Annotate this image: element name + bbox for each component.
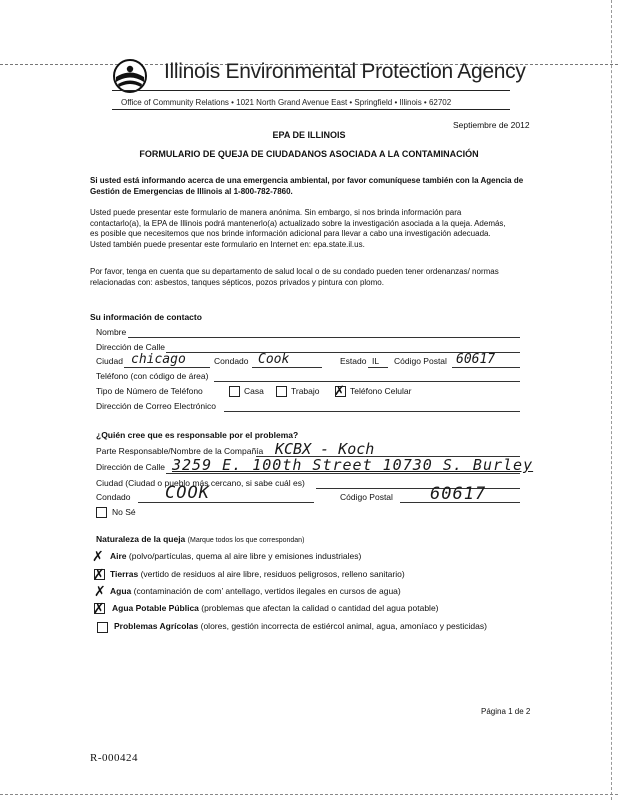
nombre-field[interactable] [128, 337, 520, 338]
agricolas-option[interactable] [114, 621, 487, 631]
email-field[interactable] [224, 411, 520, 412]
condado-responsable-value: COOK [165, 483, 210, 503]
bates-number: R-000424 [90, 752, 138, 764]
condado-label: Condado [214, 356, 249, 366]
nature-heading-text: Naturaleza de la queja [96, 534, 186, 544]
tierras-desc: (vertido de residuos al aire libre, residuos peligrosos, relleno sanitario) [140, 569, 405, 579]
agua-potable-option[interactable] [112, 603, 439, 613]
cp-responsable-value: 60617 [430, 484, 487, 504]
direccion-label: Dirección de Calle [96, 342, 165, 352]
page-number: Página 1 de 2 [481, 707, 531, 716]
cp-value: 60617 [456, 352, 496, 367]
aire-check-mark: ✗ [92, 548, 104, 564]
aire-label: Aire [110, 551, 127, 561]
agua-check-mark: ✗ [94, 583, 106, 599]
tierras-check-mark: ✗ [93, 566, 105, 582]
ciudad-field[interactable] [124, 367, 210, 368]
casa-label: Casa [244, 386, 264, 396]
tipo-telefono-label: Tipo de Número de Teléfono [96, 386, 203, 396]
tierras-label: Tierras [110, 569, 139, 579]
responsible-question: ¿Quién cree que es responsable por el problema? [96, 430, 299, 440]
form-agency-heading: EPA DE ILLINOIS [272, 130, 346, 140]
email-label: Dirección de Correo Electrónico [96, 401, 216, 411]
celular-label: Teléfono Celular [350, 386, 412, 396]
nombre-label: Nombre [96, 327, 127, 337]
agua-option[interactable] [110, 586, 401, 596]
ciudad-responsable-label: Ciudad (Ciudad o pueblo más cercano, si sabe cuál es) [96, 478, 305, 488]
address-rule [112, 109, 510, 110]
agency-address: Office of Community Relations • 1021 North Grand Avenue East • Springfield • Illinois • 62702 [121, 98, 452, 107]
trabajo-label: Trabajo [291, 386, 320, 396]
ciudad-label: Ciudad [96, 356, 123, 366]
condado-field[interactable] [252, 367, 322, 368]
agua-potable-check-mark: ✗ [93, 600, 105, 616]
agua-label: Agua [110, 586, 132, 596]
parte-value: KCBX - Koch [275, 440, 375, 458]
estado-value: IL [372, 356, 380, 366]
condado-value: Cook [258, 352, 290, 367]
form-date: Septiembre de 2012 [453, 120, 530, 130]
telefono-label: Teléfono (con código de área) [96, 371, 209, 381]
cp-responsable-label: Código Postal [340, 492, 393, 502]
tierras-option[interactable] [110, 569, 405, 579]
local-health-paragraph: Por favor, tenga en cuenta que su departamento de salud local o de su condado pueden tener ordenanzas/ normas relacionadas con: asbestos, tanques sépticos, pozos privados y pintura con plomo. [90, 267, 499, 287]
agua-potable-label: Agua Potable Pública [112, 603, 199, 613]
ciudad-value: chicago [131, 352, 186, 367]
agua-desc: (contaminación de com’ antellago, vertidos ilegales en cursos de agua) [133, 586, 401, 596]
scan-border-right [611, 0, 612, 800]
nature-heading [96, 534, 304, 544]
direccion-responsable-label: Dirección de Calle [96, 462, 165, 472]
agricolas-checkbox[interactable] [97, 622, 108, 633]
nature-heading-note: (Marque todos los que correspondan) [187, 537, 305, 544]
estado-field[interactable] [368, 367, 388, 368]
trabajo-checkbox[interactable] [276, 386, 287, 397]
agua-potable-desc: (problemas que afectan la calidad o cantidad del agua potable) [201, 603, 439, 613]
letterhead-rule [112, 90, 510, 91]
aire-desc: (polvo/partículas, quema al aire libre y emisiones industriales) [128, 551, 362, 561]
form-title: FORMULARIO DE QUEJA DE CIUDADANOS ASOCIADA A LA CONTAMINACIÓN [139, 149, 479, 159]
no-se-checkbox[interactable] [96, 507, 107, 518]
agricolas-label: Problemas Agrícolas [114, 621, 199, 631]
casa-checkbox[interactable] [229, 386, 240, 397]
direccion-responsable-value: 3259 E. 100th Street 10730 S. Burley [172, 456, 534, 474]
no-se-label: No Sé [112, 507, 136, 517]
cp-label: Código Postal [394, 356, 447, 366]
ciudad-responsable-field[interactable] [316, 488, 520, 489]
anonymous-paragraph: Usted puede presentar este formulario de manera anónima. Sin embargo, si nos brinda información para contactarlo(a), la EPA de Illinois podrá mantenerlo(a) actualizado sobre la investigación asociada a la queja. Además, es posible que necesitemos que nos brinde información adicional para llevar a cabo una investigación adecuada. Usted también puede presentar este formulario en Internet en: epa.state.il.us. [90, 208, 506, 249]
condado-responsable-label: Condado [96, 492, 131, 502]
condado-responsable-field[interactable] [138, 502, 314, 503]
iepa-logo-icon [112, 58, 148, 94]
cp-field[interactable] [452, 367, 520, 368]
direccion-responsable-field[interactable] [166, 473, 520, 474]
celular-check-mark: ✗ [334, 383, 345, 398]
aire-option[interactable] [110, 551, 361, 561]
parte-label: Parte Responsable/Nombre de la Compañía [96, 446, 264, 456]
cp-responsable-field[interactable] [400, 502, 520, 503]
emergency-paragraph: Si usted está informando acerca de una emergencia ambiental, por favor comuníquese también con la Agencia de Gestión de Emergencias de Illinois al 1-800-782-7860. [90, 176, 524, 196]
agricolas-desc: (olores, gestión incorrecta de estiércol animal, agua, amoníaco y pesticidas) [200, 621, 487, 631]
scan-border-bottom [0, 794, 618, 795]
contact-heading: Su información de contacto [90, 312, 202, 322]
telefono-field[interactable] [214, 381, 520, 382]
estado-label: Estado [340, 356, 367, 366]
agency-title: Illinois Environmental Protection Agency [164, 60, 526, 83]
